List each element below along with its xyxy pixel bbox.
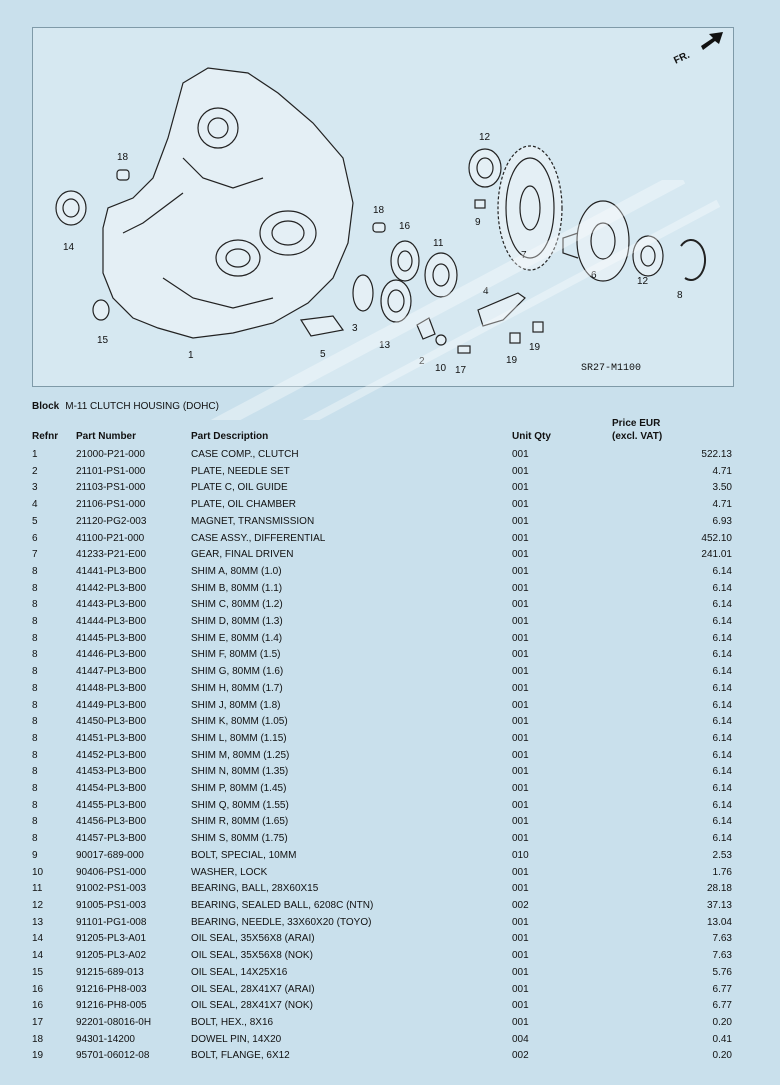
cell-part-number: 41455-PL3-B00 <box>76 799 147 811</box>
parts-diagram <box>32 27 734 387</box>
cell-part-number: 94301-14200 <box>76 1033 135 1045</box>
table-row <box>32 948 732 965</box>
callout-9: 9 <box>475 217 481 228</box>
header-description: Part Description <box>191 431 269 442</box>
cell-unit-qty: 001 <box>512 1000 529 1012</box>
callout-14: 14 <box>63 242 75 253</box>
cell-description: SHIM Q, 80MM (1.55) <box>191 799 289 811</box>
table-row <box>32 798 732 815</box>
cell-part-number: 21106-PS1-000 <box>76 499 146 511</box>
callout-6: 6 <box>591 270 597 281</box>
cell-description: SHIM B, 80MM (1.1) <box>191 582 283 594</box>
cell-price: 6.77 <box>712 1000 732 1012</box>
cell-part-number: 91002-PS1-003 <box>76 883 147 895</box>
cell-unit-qty: 001 <box>512 632 529 644</box>
cell-description: BOLT, HEX., 8X16 <box>191 1016 274 1028</box>
callout-4: 4 <box>483 286 489 297</box>
cell-part-number: 41453-PL3-B00 <box>76 766 147 778</box>
cell-unit-qty: 001 <box>512 933 529 945</box>
cell-unit-qty: 001 <box>512 549 529 561</box>
cell-unit-qty: 001 <box>512 883 529 895</box>
table-row <box>32 982 732 999</box>
cell-description: SHIM L, 80MM (1.15) <box>191 732 287 744</box>
cell-part-number: 41442-PL3-B00 <box>76 582 147 594</box>
table-row <box>32 781 732 798</box>
cell-description: PLATE, NEEDLE SET <box>191 465 290 477</box>
cell-part-number: 41447-PL3-B00 <box>76 666 147 678</box>
cell-part-number: 91215-689-013 <box>76 966 144 978</box>
cell-unit-qty: 001 <box>512 799 529 811</box>
cell-price: 6.14 <box>712 749 732 761</box>
cell-part-number: 91216-PH8-005 <box>76 1000 147 1012</box>
cell-refnr: 8 <box>32 749 38 761</box>
cell-unit-qty: 001 <box>512 682 529 694</box>
cell-part-number: 41233-P21-E00 <box>76 549 147 561</box>
table-row <box>32 614 732 631</box>
table-row <box>32 464 732 481</box>
cell-part-number: 41449-PL3-B00 <box>76 699 147 711</box>
cell-price: 6.14 <box>712 766 732 778</box>
front-arrow-icon <box>701 32 723 50</box>
cell-refnr: 9 <box>32 849 38 861</box>
table-row <box>32 631 732 648</box>
cell-unit-qty: 001 <box>512 1016 529 1028</box>
cell-description: SHIM G, 80MM (1.6) <box>191 666 284 678</box>
table-row <box>32 514 732 531</box>
cell-description: PLATE C, OIL GUIDE <box>191 482 288 494</box>
cell-description: SHIM P, 80MM (1.45) <box>191 783 287 795</box>
callout-17: 17 <box>455 365 467 376</box>
callout-19: 19 <box>506 355 518 366</box>
cell-description: OIL SEAL, 28X41X7 (ARAI) <box>191 983 315 995</box>
cell-refnr: 11 <box>32 883 43 895</box>
cell-refnr: 8 <box>32 732 38 744</box>
cell-price: 6.14 <box>712 599 732 611</box>
cell-unit-qty: 001 <box>512 565 529 577</box>
cell-price: 452.10 <box>701 532 732 544</box>
cell-part-number: 21120-PG2-003 <box>76 515 147 527</box>
cell-refnr: 7 <box>32 549 38 561</box>
table-row <box>32 497 732 514</box>
cell-description: SHIM C, 80MM (1.2) <box>191 599 283 611</box>
cell-description: SHIM K, 80MM (1.05) <box>191 716 288 728</box>
table-row <box>32 965 732 982</box>
cell-description: DOWEL PIN, 14X20 <box>191 1033 282 1045</box>
callout-1: 1 <box>188 350 194 361</box>
header-refnr: Refnr <box>32 431 59 442</box>
cell-part-number: 41456-PL3-B00 <box>76 816 147 828</box>
callout-16: 16 <box>399 221 411 232</box>
cell-price: 241.01 <box>701 549 732 561</box>
cell-description: BEARING, SEALED BALL, 6208C (NTN) <box>191 899 374 911</box>
cell-price: 3.50 <box>712 482 732 494</box>
cell-refnr: 8 <box>32 716 38 728</box>
callout-7: 7 <box>521 250 527 261</box>
cell-unit-qty: 001 <box>512 983 529 995</box>
table-row <box>32 998 732 1015</box>
header-price-line1: Price EUR <box>612 418 661 429</box>
cell-refnr: 14 <box>32 950 44 962</box>
cell-unit-qty: 001 <box>512 616 529 628</box>
cell-unit-qty: 001 <box>512 515 529 527</box>
cell-part-number: 91005-PS1-003 <box>76 899 147 911</box>
callout-10: 10 <box>435 363 447 374</box>
cell-part-number: 91101-PG1-008 <box>76 916 147 928</box>
cell-description: BOLT, SPECIAL, 10MM <box>191 849 297 861</box>
cell-refnr: 8 <box>32 783 38 795</box>
cell-unit-qty: 001 <box>512 732 529 744</box>
cell-unit-qty: 002 <box>512 899 529 911</box>
cell-price: 28.18 <box>706 883 732 895</box>
cell-description: BEARING, BALL, 28X60X15 <box>191 883 319 895</box>
cell-price: 6.14 <box>712 582 732 594</box>
cell-description: SHIM A, 80MM (1.0) <box>191 565 282 577</box>
cell-part-number: 41450-PL3-B00 <box>76 716 147 728</box>
table-row <box>32 447 732 464</box>
cell-description: SHIM N, 80MM (1.35) <box>191 766 289 778</box>
cell-refnr: 3 <box>32 482 38 494</box>
table-row <box>32 898 732 915</box>
table-row <box>32 731 732 748</box>
callout-8: 8 <box>677 290 683 301</box>
table-body <box>32 447 732 1065</box>
cell-unit-qty: 001 <box>512 532 529 544</box>
diagram-svg <box>33 28 733 386</box>
cell-price: 6.14 <box>712 649 732 661</box>
table-row <box>32 647 732 664</box>
cell-part-number: 41451-PL3-B00 <box>76 732 147 744</box>
cell-refnr: 14 <box>32 933 44 945</box>
cell-unit-qty: 001 <box>512 499 529 511</box>
cell-unit-qty: 001 <box>512 749 529 761</box>
cell-description: PLATE, OIL CHAMBER <box>191 499 297 511</box>
cell-refnr: 8 <box>32 833 38 845</box>
table-row <box>32 564 732 581</box>
cell-price: 6.77 <box>712 983 732 995</box>
block-label: Block <box>32 401 60 412</box>
cell-part-number: 92201-08016-0H <box>76 1016 152 1028</box>
table-row <box>32 764 732 781</box>
cell-refnr: 4 <box>32 499 38 511</box>
block-name: M-11 CLUTCH HOUSING (DOHC) <box>65 401 219 412</box>
cell-part-number: 90406-PS1-000 <box>76 866 147 878</box>
cell-refnr: 8 <box>32 599 38 611</box>
callout-18: 18 <box>117 152 129 163</box>
cell-part-number: 41446-PL3-B00 <box>76 649 147 661</box>
parts-table <box>32 417 732 1065</box>
table-row <box>32 547 732 564</box>
cell-refnr: 13 <box>32 916 44 928</box>
cell-description: BOLT, FLANGE, 6X12 <box>191 1050 290 1062</box>
cell-unit-qty: 001 <box>512 783 529 795</box>
cell-price: 6.14 <box>712 616 732 628</box>
cell-refnr: 8 <box>32 799 38 811</box>
callout-15: 15 <box>97 335 109 346</box>
cell-price: 6.14 <box>712 732 732 744</box>
header-part-number: Part Number <box>76 431 137 442</box>
cell-price: 5.76 <box>712 966 732 978</box>
cell-description: SHIM D, 80MM (1.3) <box>191 616 283 628</box>
cell-part-number: 21103-PS1-000 <box>76 482 146 494</box>
cell-price: 6.14 <box>712 816 732 828</box>
callout-2: 2 <box>419 356 425 367</box>
cell-price: 6.14 <box>712 666 732 678</box>
cell-description: OIL SEAL, 35X56X8 (ARAI) <box>191 933 315 945</box>
cell-unit-qty: 001 <box>512 766 529 778</box>
cell-part-number: 90017-689-000 <box>76 849 144 861</box>
cell-refnr: 5 <box>32 515 38 527</box>
cell-refnr: 1 <box>32 449 38 460</box>
cell-unit-qty: 001 <box>512 716 529 728</box>
cell-refnr: 10 <box>32 866 44 878</box>
cell-part-number: 41454-PL3-B00 <box>76 783 147 795</box>
table-row <box>32 865 732 882</box>
cell-unit-qty: 001 <box>512 666 529 678</box>
callout-18b: 18 <box>373 205 385 216</box>
cell-refnr: 19 <box>32 1050 44 1062</box>
table-row <box>32 748 732 765</box>
cell-unit-qty: 001 <box>512 866 529 878</box>
cell-price: 6.14 <box>712 632 732 644</box>
table-row <box>32 480 732 497</box>
cell-price: 6.14 <box>712 565 732 577</box>
cell-part-number: 41452-PL3-B00 <box>76 749 147 761</box>
cell-unit-qty: 004 <box>512 1033 529 1045</box>
cell-description: SHIM H, 80MM (1.7) <box>191 682 283 694</box>
cell-part-number: 91216-PH8-003 <box>76 983 147 995</box>
cell-price: 0.41 <box>712 1033 732 1045</box>
cell-price: 522.13 <box>701 449 732 460</box>
block-title <box>32 401 219 412</box>
cell-refnr: 2 <box>32 465 38 477</box>
clutch-housing-drawing <box>103 68 353 338</box>
cell-part-number: 41443-PL3-B00 <box>76 599 147 611</box>
cell-unit-qty: 001 <box>512 699 529 711</box>
callout-19b: 19 <box>529 342 541 353</box>
cell-price: 4.71 <box>712 465 732 477</box>
cell-price: 7.63 <box>712 950 732 962</box>
cell-unit-qty: 001 <box>512 649 529 661</box>
table-row <box>32 714 732 731</box>
cell-price: 13.04 <box>706 916 732 928</box>
cell-part-number: 91205-PL3-A02 <box>76 950 147 962</box>
cell-price: 6.14 <box>712 716 732 728</box>
cell-price: 0.20 <box>712 1016 732 1028</box>
callout-5: 5 <box>320 349 326 360</box>
table-row <box>32 597 732 614</box>
table-row <box>32 1032 732 1049</box>
cell-unit-qty: 001 <box>512 833 529 845</box>
cell-price: 2.53 <box>712 849 732 861</box>
table-row <box>32 531 732 548</box>
header-price <box>612 417 732 447</box>
cell-unit-qty: 001 <box>512 599 529 611</box>
cell-description: CASE COMP., CLUTCH <box>191 449 299 460</box>
cell-description: BEARING, NEEDLE, 33X60X20 (TOYO) <box>191 916 372 928</box>
cell-unit-qty: 001 <box>512 582 529 594</box>
cell-description: SHIM F, 80MM (1.5) <box>191 649 281 661</box>
table-row <box>32 581 732 598</box>
table-row <box>32 931 732 948</box>
cell-price: 1.76 <box>712 866 732 878</box>
cell-unit-qty: 001 <box>512 916 529 928</box>
cell-part-number: 91205-PL3-A01 <box>76 933 147 945</box>
cell-part-number: 41100-P21-000 <box>76 532 145 544</box>
cell-refnr: 8 <box>32 682 38 694</box>
table-row <box>32 681 732 698</box>
cell-refnr: 8 <box>32 816 38 828</box>
cell-unit-qty: 001 <box>512 482 529 494</box>
cell-price: 4.71 <box>712 499 732 511</box>
cell-price: 6.14 <box>712 783 732 795</box>
callout-11: 11 <box>433 238 444 249</box>
header-unit-qty: Unit Qty <box>512 431 551 442</box>
cell-description: CASE ASSY., DIFFERENTIAL <box>191 532 326 544</box>
cell-description: MAGNET, TRANSMISSION <box>191 515 315 527</box>
cell-refnr: 8 <box>32 582 38 594</box>
cell-price: 7.63 <box>712 933 732 945</box>
cell-refnr: 8 <box>32 699 38 711</box>
cell-description: OIL SEAL, 28X41X7 (NOK) <box>191 1000 313 1012</box>
cell-description: OIL SEAL, 14X25X16 <box>191 966 288 978</box>
table-header-row <box>32 417 732 447</box>
table-row <box>32 915 732 932</box>
cell-refnr: 18 <box>32 1033 44 1045</box>
table-row <box>32 1015 732 1032</box>
cell-description: SHIM E, 80MM (1.4) <box>191 632 283 644</box>
cell-part-number: 21000-P21-000 <box>76 449 145 460</box>
cell-price: 6.14 <box>712 699 732 711</box>
cell-price: 6.93 <box>712 515 732 527</box>
cell-description: SHIM R, 80MM (1.65) <box>191 816 289 828</box>
table-row <box>32 664 732 681</box>
callout-13: 13 <box>379 340 391 351</box>
cell-description: SHIM S, 80MM (1.75) <box>191 833 288 845</box>
table-row <box>32 831 732 848</box>
cell-refnr: 8 <box>32 649 38 661</box>
cell-unit-qty: 001 <box>512 950 529 962</box>
table-row <box>32 698 732 715</box>
callout-3: 3 <box>352 323 358 334</box>
cell-part-number: 41445-PL3-B00 <box>76 632 147 644</box>
cell-unit-qty: 010 <box>512 849 529 861</box>
cell-refnr: 8 <box>32 632 38 644</box>
cell-refnr: 8 <box>32 766 38 778</box>
cell-price: 6.14 <box>712 833 732 845</box>
cell-part-number: 41457-PL3-B00 <box>76 833 147 845</box>
table-row <box>32 848 732 865</box>
cell-unit-qty: 002 <box>512 1050 529 1062</box>
cell-description: SHIM J, 80MM (1.8) <box>191 699 281 711</box>
cell-refnr: 15 <box>32 966 44 978</box>
cell-price: 6.14 <box>712 682 732 694</box>
cell-part-number: 21101-PS1-000 <box>76 465 146 477</box>
cell-unit-qty: 001 <box>512 966 529 978</box>
callout-12: 12 <box>479 132 491 143</box>
direction-label: FR. <box>672 49 692 67</box>
cell-part-number: 41441-PL3-B00 <box>76 565 147 577</box>
cell-refnr: 8 <box>32 616 38 628</box>
callout-12b: 12 <box>637 276 649 287</box>
table-row <box>32 814 732 831</box>
cell-description: GEAR, FINAL DRIVEN <box>191 549 294 561</box>
diagram-code: SR27-M1100 <box>581 363 642 374</box>
cell-unit-qty: 001 <box>512 449 529 460</box>
cell-price: 37.13 <box>706 899 732 911</box>
header-price-line2: (excl. VAT) <box>612 431 663 442</box>
cell-part-number: 41448-PL3-B00 <box>76 682 147 694</box>
cell-refnr: 8 <box>32 666 38 678</box>
cell-refnr: 12 <box>32 899 44 911</box>
cell-unit-qty: 001 <box>512 816 529 828</box>
cell-part-number: 95701-06012-08 <box>76 1050 150 1062</box>
table-row <box>32 1048 732 1065</box>
cell-refnr: 16 <box>32 1000 44 1012</box>
cell-part-number: 41444-PL3-B00 <box>76 616 147 628</box>
cell-price: 0.20 <box>712 1050 732 1062</box>
cell-description: WASHER, LOCK <box>191 866 268 878</box>
table-row <box>32 881 732 898</box>
cell-refnr: 16 <box>32 983 44 995</box>
cell-description: OIL SEAL, 35X56X8 (NOK) <box>191 950 313 962</box>
cell-refnr: 6 <box>32 532 38 544</box>
cell-description: SHIM M, 80MM (1.25) <box>191 749 290 761</box>
cell-unit-qty: 001 <box>512 465 529 477</box>
cell-price: 6.14 <box>712 799 732 811</box>
cell-refnr: 8 <box>32 565 38 577</box>
cell-refnr: 17 <box>32 1016 44 1028</box>
